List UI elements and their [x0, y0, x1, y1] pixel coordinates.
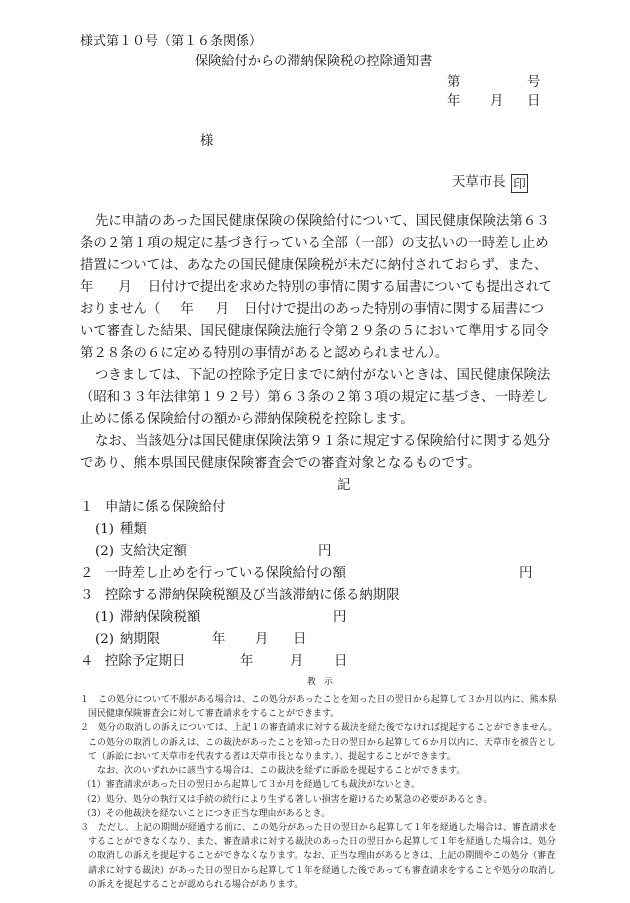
- instructions-block: [0, 693, 630, 892]
- list-item: [0, 651, 630, 673]
- list-item: [0, 563, 630, 585]
- instruction-line: て（訴訟において天草市を代表する者は天草市長となります。）、提起することができます。: [88, 751, 456, 762]
- doc-number-suffix: 号: [527, 75, 541, 90]
- instruction-line: この処分の取消しの訴えは、この裁決があったことを知った日の翌日から起算して６か月以内に、天草市を被告とし: [88, 737, 556, 748]
- body-line-7: 第２８条の６に定める特別の事情があると認められません）。: [80, 346, 449, 361]
- due-date-month: 月: [255, 632, 269, 647]
- item-number: (2): [95, 544, 114, 559]
- list-item: [0, 585, 630, 607]
- due-date-year: 年: [212, 632, 226, 647]
- yen-unit: 円: [333, 610, 347, 625]
- seal-stamp-box: 印: [511, 174, 528, 193]
- instruction-line: の取消しの訴えを提起することができなくなります。なお、正当な理由があるときは、上記の期間やこの処分（審査: [88, 851, 556, 862]
- item-number: １: [80, 500, 94, 515]
- instruction-line: なお、次のいずれかに該当する場合は、この裁決を経ずに訴訟を提起することができます。: [97, 766, 466, 777]
- issue-date-day: 日: [527, 94, 541, 109]
- list-item: [0, 629, 630, 651]
- list-item: [0, 519, 630, 541]
- instruction-line: １ この処分について不服がある場合は、この処分があったことを知った日の翌日から起算して３か月以内に、熊本県: [80, 695, 557, 705]
- body-line-1: 先に申請のあった国民健康保険の保険給付について、国民健康保険法第６３: [95, 214, 550, 229]
- request-date-month: 月: [118, 280, 132, 295]
- item-label: 納期限: [120, 632, 161, 647]
- item-label: 控除予定期日: [105, 654, 186, 669]
- notice-body: [0, 211, 630, 673]
- instruction-line: 国民健康保険審査会に対して審査請求をすることができます。: [88, 709, 340, 720]
- body-line-5: [0, 299, 630, 321]
- instruction-line: （3）その他裁決を経ないことにつき正当な理由があるとき。: [82, 808, 331, 819]
- list-item: [0, 541, 630, 563]
- deduction-date-day: 日: [334, 654, 348, 669]
- body-line-12: であり、熊本県国民健康保険審査会での審査対象となるものです。: [80, 456, 481, 471]
- instruction-line: 請求に対する裁決）があった日の翌日から起算して１年を経過した後であっても審査請求をすることや処分の取消し: [88, 865, 556, 876]
- instruction-line: （2）処分、処分の執行又は手続の続行により生ずる著しい損害を避けるため緊急の必要があるとき。: [82, 794, 493, 805]
- document-title: 保険給付からの滞納保険税の控除通知書: [195, 54, 433, 69]
- request-date-year: 年: [80, 280, 94, 295]
- item-label: 種類: [120, 522, 147, 537]
- deduction-date-year: 年: [240, 654, 254, 669]
- instruction-line: の訴えを提起することが認められる場合があります。: [88, 879, 304, 890]
- body-line-5-lead: おりません（: [80, 302, 161, 317]
- deduction-date-month: 月: [290, 654, 304, 669]
- item-number: ２: [80, 566, 94, 581]
- body-line-2: 条の２第１項の規定に基づき行っている全部（一部）の支払いの一時差し止め: [80, 236, 549, 251]
- item-number: ４: [80, 654, 94, 669]
- instruction-line: ２ 処分の取消しの訴えについては、上記１の審査請求に対する裁決を経た後でなければ提起することができません。: [80, 723, 558, 734]
- item-label: 控除する滞納保険税額及び当該滞納に係る納期限: [105, 588, 400, 603]
- instruction-line: ３ ただし、上記の期間が経過する前に、この処分があった日の翌日から起算して１年を経過した場合は、審査請求を: [80, 822, 557, 833]
- issue-date-year: 年: [447, 94, 461, 109]
- item-number: (1): [95, 522, 114, 537]
- form-number: 様式第１０号（第１６条関係）: [80, 34, 263, 49]
- item-label: 支給決定額: [120, 544, 187, 559]
- item-label: 滞納保険税額: [120, 610, 201, 625]
- yen-unit: 円: [318, 544, 332, 559]
- item-number: (1): [95, 610, 114, 625]
- body-line-4: [0, 277, 630, 299]
- submitted-date-year: 年: [180, 302, 194, 317]
- list-item: [0, 497, 630, 519]
- body-line-4-text: 日付けで提出を求めた特別の事情に関する届書についても提出されて: [147, 280, 552, 295]
- body-line-8: つきましては、下記の控除予定日までに納付がないときは、国民健康保険法: [95, 368, 551, 383]
- ki-heading: 記: [337, 478, 351, 493]
- instructions-heading: 教 示: [307, 677, 333, 687]
- submitted-date-month: 月: [215, 302, 230, 317]
- body-line-3: 措置については、あなたの国民健康保険税が未だに納付されておらず、また、: [80, 258, 548, 273]
- body-line-11: なお、当該処分は国民健康保険法第９１条に規定する保険給付に関する処分: [95, 434, 551, 449]
- addressee-honorific: 様: [200, 134, 214, 149]
- issue-date-month: 月: [490, 94, 504, 109]
- body-line-9: （昭和３３年法律第１９２号）第６３条の２第３項の規定に基づき、一時差し: [80, 390, 549, 405]
- list-item: [0, 607, 630, 629]
- item-number: (2): [95, 632, 114, 647]
- instruction-line: することができなくなり、また、審査請求に対する裁決のあった日の翌日から起算して１年を経過した場合は、処分: [88, 837, 556, 848]
- item-label: 一時差し止めを行っている保険給付の額: [105, 566, 347, 581]
- body-line-6: いて審査した結果、国民健康保険法施行令第２９条の５において準用する同令: [80, 324, 549, 339]
- body-line-10: 止めに係る保険給付の額から滞納保険税を控除します。: [80, 412, 414, 427]
- doc-number-prefix: 第: [447, 75, 461, 90]
- item-label: 申請に係る保険給付: [105, 500, 226, 515]
- yen-unit: 円: [519, 566, 533, 581]
- due-date-day: 日: [293, 632, 307, 647]
- instruction-line: （1）審査請求があった日の翌日から起算して３か月を経過しても裁決がないとき。: [82, 780, 421, 791]
- item-number: ３: [80, 588, 94, 603]
- body-line-5-text: 日付けで提出のあった特別の事情に関する届書につ: [244, 302, 544, 317]
- sender-name: 天草市長: [452, 175, 506, 190]
